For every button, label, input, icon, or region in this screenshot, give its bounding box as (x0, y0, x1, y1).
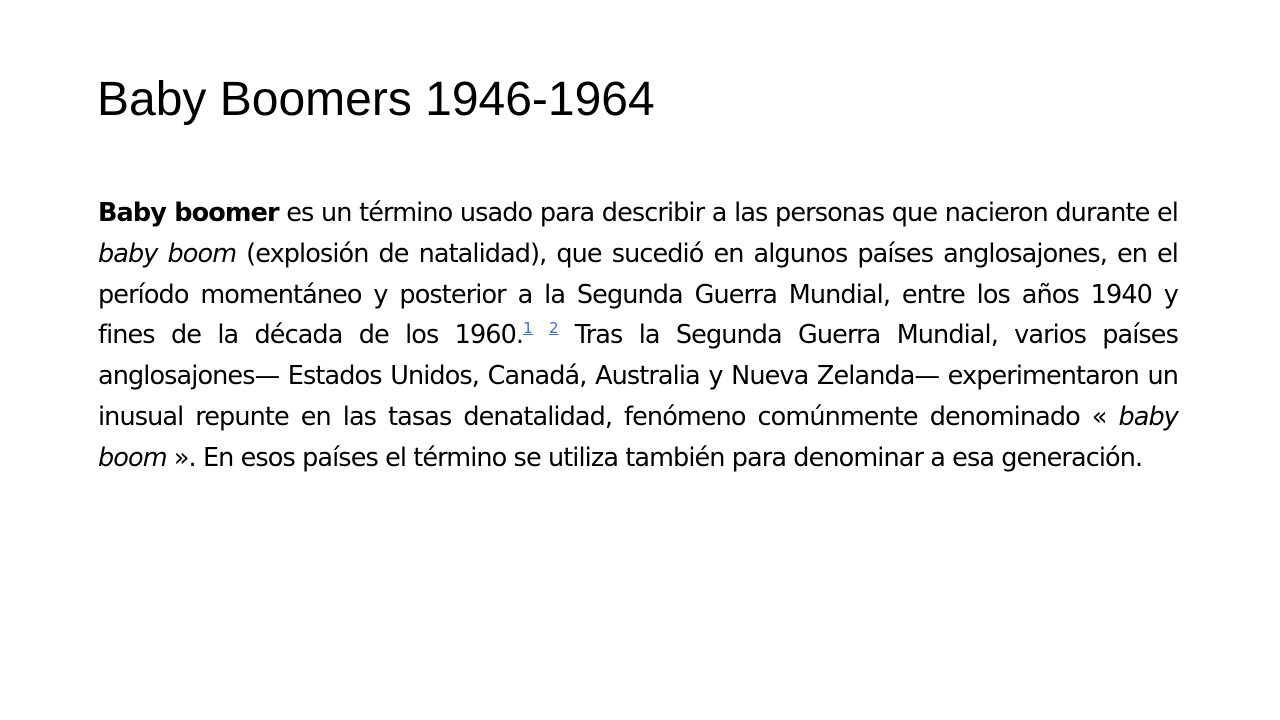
italic-term-2: baby boom (98, 401, 1178, 473)
italic-term-1: baby boom (98, 238, 237, 269)
body-text-4: ». En esos países el término se utiliza también para denominar a esa generación. (166, 442, 1143, 473)
reference-link-2[interactable]: 2 (548, 319, 559, 338)
body-text-1: es un término usado para describir a las personas que nacieron durante el (278, 198, 1178, 228)
slide-body-paragraph (98, 193, 1178, 479)
slide-title: Baby Boomers 1946-1964 (97, 73, 655, 126)
term-bold: Baby boomer (98, 198, 279, 228)
body-text-2: (explosión de natalidad), que sucedió en algunos países anglosajones, en el período momentáneo y posterior a la Segunda Guerra Mundial, entre los años 1940 y fines de la década de los 1960. (98, 238, 1178, 351)
reference-link-1[interactable]: 1 (523, 319, 533, 338)
body-text-3: Tras la Segunda Guerra Mundial, varios países anglosajones— Estados Unidos, Canadá, Australia y Nueva Zelanda— experimentaron un inusual repunte en las tasas denatalidad, fenómeno comúnmente denominado « (98, 320, 1178, 432)
